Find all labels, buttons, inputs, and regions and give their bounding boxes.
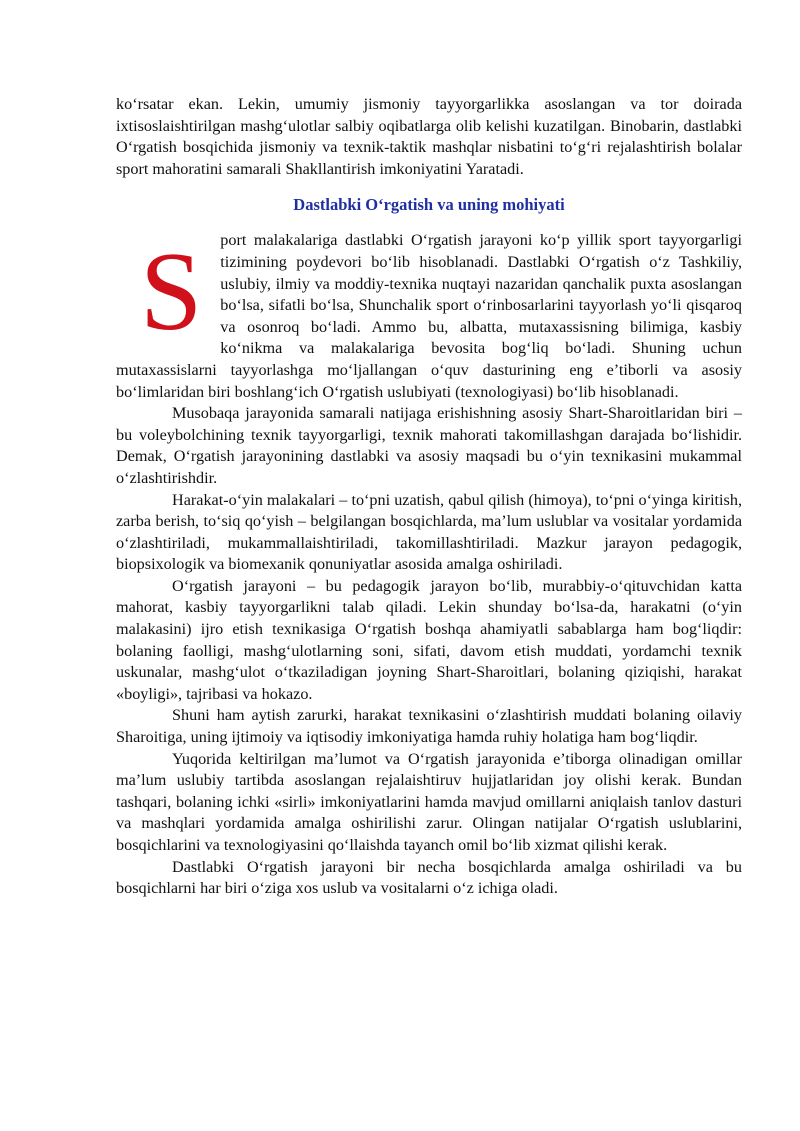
paragraph-6: Yuqorida keltirilgan ma’lumot va O‘rgatish jarayonida e’tiborga olinadigan omillar ma’lum uslubiy tartibda asoslangan rejalaishtiruv hujjatlaridan joy olishi kerak. Bundan tashqari, bolaning ichki «sirli» imkoniyatlarini hamda mavjud omillarni aniqlaish tanlov dasturi va mashqlari yordamida amalga oshirilishi zarur. Olingan natijalar O‘rgatish uslublarini, bosqichlarini va texnologiyasini qo‘llaishda tayanch omil bo‘lib xizmat qilishi kerak.: [116, 749, 742, 854]
paragraph-2: Musobaqa jarayonida samarali natijaga erishishning asosiy Shart-Sharoitlaridan biri – bu voleybolchining texnik tayyorgarligi, texnik mahorati takomillashgan darajada bo‘lishidir. Demak, O‘rgatish jarayonining dastlabki va asosiy maqsadi bu o‘yin texnikasini mukammal o‘zlashtirishdir.: [116, 404, 742, 487]
drop-cap-letter: S: [140, 230, 203, 355]
paragraph-1-text: port malakalariga dastlabki O‘rgatish jarayoni ko‘p yillik sport tayyorgarligi tizimining poydevori bo‘lib hisoblanadi. Dastlabki O‘rgatish o‘z Tashkiliy, uslubiy, ilmiy va moddiy-texnika nuqtayi nazaridan qanchalik puxta asoslangan bo‘lsa, sifatli bo‘lsa, Shunchalik sport o‘rinbosarlarini tayyorlash yo‘li qisqaroq va osonroq bo‘ladi. Ammo bu, albatta, mutaxassisning bilimiga, kasbiy ko‘nikma va malakalariga bevosita bog‘liq bo‘ladi. Shuning uchun mutaxassislarni tayyorlashga mo‘ljallangan o‘quv dasturining eng e’tiborli va asosiy bo‘limlaridan biri boshlang‘ich O‘rgatish uslubiyati (texnologiyasi) bo‘lib hisoblanadi.: [116, 231, 742, 401]
paragraph-5: Shuni ham aytish zarurki, harakat texnikasini o‘zlashtirish muddati bolaning oilaviy Sharoitiga, uning ijtimoiy va iqtisodiy imkoniyatiga hamda ruhiy holatiga ham bog‘liqdir.: [116, 706, 742, 747]
intro-paragraph: ko‘rsatar ekan. Lekin, umumiy jismoniy tayyorgarlikka asoslangan va tor doirada ixtisoslaishtirilgan mashg‘ulotlar salbiy oqibatlarga olib kelishi kuzatilgan. Binobarin, dastlabki O‘rgatish bosqichida jismoniy va texnik-taktik mashqlar nisbatini to‘g‘ri rejalashtirish bolalar sport mahoratini samarali Shakllantirish imkoniyatini Yaratadi.: [116, 95, 742, 178]
paragraph-4: O‘rgatish jarayoni – bu pedagogik jarayon bo‘lib, murabbiy-o‘qituvchidan katta mahorat, kasbiy tayyorgarlikni talab qiladi. Lekin shunday bo‘lsa-da, harakatni (o‘yin malakasini) ijro etish texnikasiga O‘rgatish boshqa ahamiyatli sabablarga ham bog‘liqdir: bolaning faolligi, mashg‘ulotlarning soni, sifati, davom etish muddati, yordamchi texnik uskunalar, mashg‘ulot o‘tkaziladigan joyning Shart-Sharoitlari, bolaning qiziqishi, harakat «boyligi», tajribasi va hokazo.: [116, 576, 742, 703]
document-page: [116, 94, 742, 900]
paragraph-1: [116, 230, 742, 403]
paragraph-7: Dastlabki O‘rgatish jarayoni bir necha bosqichlarda amalga oshiriladi va bu bosqichlarni har biri o‘ziga xos uslub va vositalarni o‘z ichiga oladi.: [116, 857, 742, 898]
section-heading: Dastlabki O‘rgatish va uning mohiyati: [293, 195, 565, 215]
paragraph-3: Harakat-o‘yin malakalari – to‘pni uzatish, qabul qilish (himoya), to‘pni o‘yinga kiritish, zarba berish, to‘siq qo‘yish – belgilangan bosqichlarda, ma’lum uslublar va vositalar yordamida o‘zlashtiriladi, mukammallaishtiriladi, takomillashtiriladi. Mazkur jarayon pedagogik, biopsixologik va biomexanik qonuniyatlar asosida amalga oshiriladi.: [116, 490, 742, 574]
